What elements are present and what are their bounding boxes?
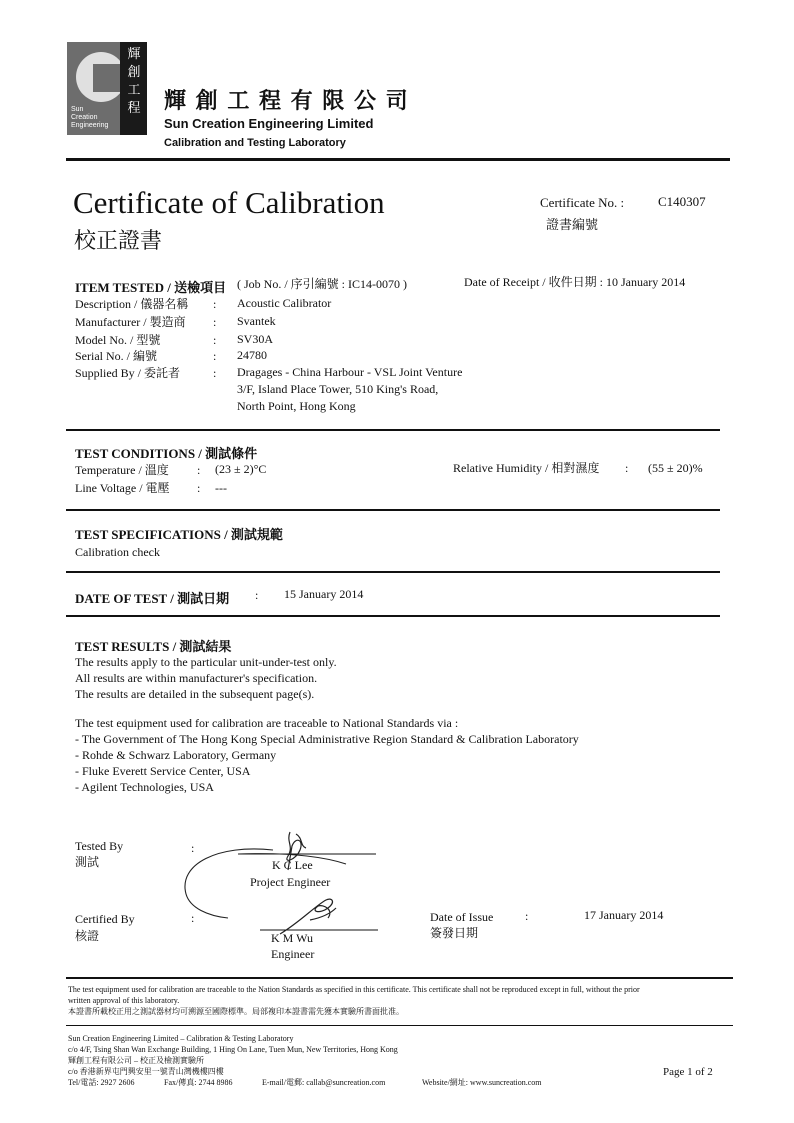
company-logo: [67, 42, 147, 135]
field-value: Svantek: [237, 314, 276, 328]
divider: [66, 615, 720, 617]
footer-note: written approval of this laboratory.: [68, 996, 180, 1005]
certificate-title: Certificate of Calibration: [73, 185, 385, 220]
date-of-issue-cn: 簽發日期: [430, 926, 479, 940]
date-of-issue-value: 17 January 2014: [584, 908, 664, 922]
divider: [66, 429, 720, 431]
page-number: Page 1 of 2: [663, 1066, 713, 1078]
field-label: Model No. / 型號: [75, 333, 161, 347]
test-specifications-value: Calibration check: [75, 545, 160, 559]
company-name-en: Sun Creation Engineering Limited: [164, 116, 374, 131]
item-tested-heading: ITEM TESTED / 送檢項目: [75, 280, 227, 295]
address-line: North Point, Hong Kong: [237, 399, 356, 413]
field-label: Serial No. / 編號: [75, 349, 157, 363]
footer-address: c/o 4/F, Tsing Shan Wan Exchange Building, 1 Hing On Lane, Tuen Mun, New Territories, Hong Kong: [68, 1045, 398, 1054]
result-line: The results apply to the particular unit-under-test only.: [75, 655, 337, 669]
tested-by-label: Tested By: [75, 839, 124, 853]
date-of-test-value: 15 January 2014: [284, 587, 364, 601]
field-value: SV30A: [237, 332, 274, 346]
field-value: Dragages - China Harbour - VSL Joint Venture: [237, 365, 463, 379]
result-line: All results are within manufacturer's specification.: [75, 671, 318, 685]
company-name-cn: 輝 創 工 程 有 限 公 司: [164, 89, 409, 114]
traceable-item: - Rohde & Schwarz Laboratory, Germany: [75, 748, 277, 762]
tested-by-name: K C Lee: [272, 858, 313, 872]
field-value: Acoustic Calibrator: [237, 296, 332, 310]
certified-by-name: K M Wu: [271, 931, 313, 945]
traceable-item: - The Government of The Hong Kong Special Administrative Region Standard & Calibration Laboratory: [75, 732, 579, 746]
test-results-heading: TEST RESULTS / 測試結果: [75, 639, 232, 654]
date-of-receipt: Date of Receipt / 收件日期 : 10 January 2014: [464, 275, 686, 289]
certified-by-cn: 核證: [75, 929, 100, 943]
field-label: Manufacturer / 製造商: [75, 315, 186, 329]
footer-email: E-mail/電郵: callab@suncreation.com: [262, 1078, 386, 1087]
lab-name: Calibration and Testing Laboratory: [164, 137, 346, 149]
humidity-label: Relative Humidity / 相對濕度: [453, 461, 600, 475]
certified-by-label: Certified By: [75, 912, 135, 926]
footer-fax: Fax/傳真: 2744 8986: [164, 1078, 233, 1087]
humidity-value: (55 ± 20)%: [648, 461, 703, 475]
footer-address: 輝創工程有限公司 – 校正及檢測實驗所: [68, 1056, 204, 1065]
temperature-label: Temperature / 溫度: [75, 463, 169, 477]
footer-website: Website/網址: www.suncreation.com: [422, 1078, 542, 1087]
tested-by-cn: 測試: [75, 855, 100, 869]
footer-address: c/o 香港新界屯門興安里一號青山灣機樓四樓: [68, 1067, 224, 1076]
field-label: Description / 儀器名稱: [75, 297, 189, 311]
voltage-value: ---: [215, 481, 227, 495]
temperature-value: (23 ± 2)°C: [215, 462, 267, 476]
field-label: Supplied By / 委託者: [75, 366, 181, 380]
voltage-label: Line Voltage / 電壓: [75, 481, 170, 495]
traceable-intro: The test equipment used for calibration are traceable to National Standards via :: [75, 716, 459, 730]
field-value: 24780: [237, 348, 267, 362]
footer-note-cn: 本證書所載校正用之測試器材均可溯源至國際標準。局部複印本證書需先獲本實驗所書面批准。: [68, 1007, 404, 1016]
certified-by-title: Engineer: [271, 947, 315, 961]
logo-en-text: Sun Creation Engineering: [71, 106, 109, 129]
test-conditions-heading: TEST CONDITIONS / 測試條件: [75, 446, 258, 461]
test-specifications-heading: TEST SPECIFICATIONS / 測試規範: [75, 527, 283, 542]
footer-rule: [66, 977, 733, 979]
cert-no-label-cn: 證書編號: [546, 217, 599, 232]
cert-no-value: C140307: [658, 194, 706, 209]
date-of-test-heading: DATE OF TEST / 測試日期: [75, 591, 230, 606]
traceable-item: - Fluke Everett Service Center, USA: [75, 764, 251, 778]
divider: [66, 571, 720, 573]
tested-by-title: Project Engineer: [250, 875, 331, 889]
result-line: The results are detailed in the subsequent page(s).: [75, 687, 315, 701]
certificate-title-cn: 校正證書: [74, 229, 163, 254]
address-line: 3/F, Island Place Tower, 510 King's Road,: [237, 382, 439, 396]
date-of-issue-label: Date of Issue: [430, 910, 494, 924]
cert-no-label: Certificate No. :: [540, 195, 625, 210]
footer-rule: [66, 1025, 733, 1026]
footer-tel: Tel/電話: 2927 2606: [68, 1078, 135, 1087]
traceable-item: - Agilent Technologies, USA: [75, 780, 214, 794]
logo-cjk-text: 輝創工程: [127, 47, 141, 116]
divider: [66, 509, 720, 511]
footer-note: The test equipment used for calibration are traceable to the Nation Standards as specified in this certificate. This certificate shall not be reproduced except in full, without the prior: [68, 985, 640, 994]
footer-address: Sun Creation Engineering Limited – Calibration & Testing Laboratory: [68, 1034, 294, 1043]
job-no: ( Job No. / 序引編號 : IC14-0070 ): [237, 277, 407, 291]
header-rule: [66, 158, 730, 161]
